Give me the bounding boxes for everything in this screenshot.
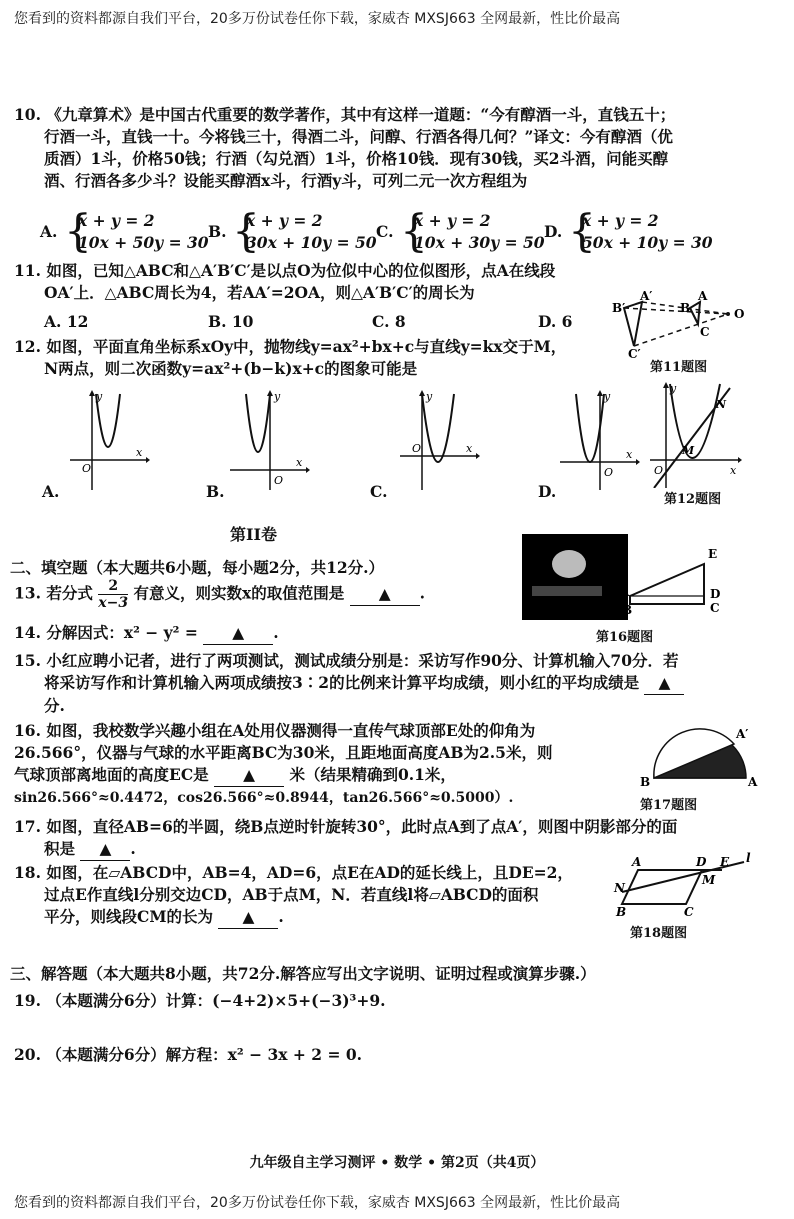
point-label: N bbox=[716, 398, 727, 411]
question-18 bbox=[14, 862, 573, 929]
option-c[interactable]: C. 8 bbox=[372, 312, 406, 331]
label: l bbox=[746, 852, 751, 865]
part-title: 第II卷 bbox=[230, 525, 277, 544]
question-10-line: 行酒一斗，直钱一十。今将钱三十，得酒二斗，问醇、行酒各得几何？”译文：今有醇酒（优 bbox=[44, 127, 673, 146]
question-10 bbox=[14, 104, 675, 192]
question-16-line: 气球顶部离地面的高度EC是 bbox=[14, 765, 209, 784]
label: D bbox=[710, 587, 721, 601]
question-16-line: sin26.566°≈0.4472，cos26.566°≈0.8944，tan26.566°≈0.5000）. bbox=[14, 790, 514, 806]
question-12-line: N两点，则二次函数y=ax²+(b−k)x+c的图象可能是 bbox=[44, 359, 418, 378]
question-16 bbox=[14, 720, 552, 809]
label: A′ bbox=[640, 289, 653, 303]
fraction-numerator: 2 bbox=[98, 578, 128, 595]
label: B bbox=[622, 603, 633, 617]
figure-11-caption: 第11题图 bbox=[650, 360, 708, 375]
question-11 bbox=[14, 260, 555, 304]
question-15-line: 15. 小红应聘小记者，进行了两项测试，测试成绩分别是：采访写作90分、计算机输入70分．若 bbox=[14, 651, 679, 670]
option-label: D. bbox=[544, 222, 563, 241]
label: B bbox=[616, 905, 627, 918]
question-19: 19. （本题满分6分）计算：(−4+2)×5+(−3)³+9. bbox=[14, 991, 386, 1010]
graph-option-a[interactable] bbox=[70, 390, 150, 490]
axis-label: y bbox=[670, 382, 677, 395]
option-label: C. bbox=[376, 222, 394, 241]
label: B′ bbox=[612, 301, 626, 315]
label: C bbox=[700, 325, 710, 339]
point-label: M bbox=[682, 444, 695, 457]
label: C bbox=[684, 905, 694, 918]
axis-label: O bbox=[654, 464, 664, 477]
figure-12-caption: 第12题图 bbox=[664, 492, 722, 507]
watermark-bottom: 您看到的资料都源自我们平台，20多万份试卷任你下载，家威杏 MXSJ663 全网最新，性比价最高 bbox=[14, 1195, 621, 1211]
equation: 10x + 50y = 30 bbox=[78, 233, 209, 252]
figure-17-caption: 第17题图 bbox=[640, 798, 698, 813]
graph-option-b[interactable] bbox=[230, 390, 310, 490]
equation: x + y = 2 bbox=[78, 211, 155, 230]
equation: x + y = 2 bbox=[414, 211, 491, 230]
question-10-line: 10. 《九章算术》是中国古代重要的数学著作，其中有这样一道题：“今有醇酒一斗，直钱五十； bbox=[14, 105, 676, 124]
question-10-line: 质酒）1斗，价格50钱；行酒（勾兑酒）1斗，价格10钱．现有30钱，买2斗酒，问能买醇 bbox=[44, 149, 669, 168]
label: C′ bbox=[628, 347, 641, 358]
question-10-line: 酒、行酒各多少斗？设能买醇酒x斗，行酒y斗，可列二元一次方程组为 bbox=[44, 171, 528, 190]
figure-17 bbox=[640, 722, 760, 794]
question-13-text: 13. 若分式 bbox=[14, 583, 93, 603]
axis-label: x bbox=[626, 448, 633, 461]
equation: x + y = 2 bbox=[246, 211, 323, 230]
section-3-title: 三、解答题（本大题共8小题，共72分.解答应写出文字说明、证明过程或演算步骤.） bbox=[10, 964, 596, 983]
figure-12 bbox=[650, 382, 742, 488]
question-12-line: 12. 如图，平面直角坐标系xOy中，抛物线y=ax²+bx+c与直线y=kx交于M， bbox=[14, 337, 567, 356]
answer-blank[interactable]: ▲ bbox=[214, 764, 284, 787]
label: O bbox=[734, 307, 745, 321]
punctuation: . bbox=[278, 907, 284, 926]
question-13-text: 有意义，则实数x的取值范围是 bbox=[133, 583, 345, 603]
equation: 50x + 10y = 30 bbox=[582, 233, 713, 252]
question-11-line: 11. 如图，已知△ABC和△A′B′C′是以点O为位似中心的位似图形，点A在线段 bbox=[14, 261, 556, 280]
answer-blank[interactable]: ▲ bbox=[218, 906, 278, 929]
balloon-photo bbox=[522, 534, 628, 620]
question-18-line: 过点E作直线l分别交边CD，AB于点M，N．若直线l将▱ABCD的面积 bbox=[44, 885, 539, 904]
question-15-line: 将采访写作和计算机输入两项成绩按3∶2的比例来计算平均成绩，则小红的平均成绩是 bbox=[44, 673, 640, 692]
question-12 bbox=[14, 336, 566, 380]
question-16-unit: 米（结果精确到0.1米， bbox=[289, 765, 456, 784]
axis-label: x bbox=[730, 464, 737, 477]
axis-label: x bbox=[136, 446, 143, 459]
label: D bbox=[696, 855, 707, 869]
question-15-end: 分. bbox=[44, 696, 65, 715]
question-13 bbox=[14, 578, 425, 611]
axis-label: y bbox=[96, 390, 103, 403]
figure-18 bbox=[612, 852, 752, 918]
option-d[interactable]: D. 6 bbox=[538, 312, 573, 331]
label: A bbox=[698, 289, 708, 303]
label: A bbox=[620, 585, 630, 599]
axis-label: x bbox=[466, 442, 473, 455]
question-15 bbox=[14, 650, 684, 717]
figure-16 bbox=[618, 548, 724, 622]
axis-label: y bbox=[274, 390, 281, 403]
fraction bbox=[98, 578, 128, 611]
question-18-line: 平分，则线段CM的长为 bbox=[44, 907, 213, 926]
figure-16-caption: 第16题图 bbox=[596, 630, 654, 645]
axis-label: O bbox=[412, 442, 422, 455]
punctuation: . bbox=[273, 623, 279, 642]
question-16-line: 26.566°，仪器与气球的水平距离BC为30米，且距地面高度AB为2.5米，则 bbox=[14, 743, 553, 762]
label: A bbox=[748, 775, 758, 789]
answer-blank[interactable]: ▲ bbox=[644, 672, 684, 695]
figure-18-caption: 第18题图 bbox=[630, 926, 688, 941]
label: A′ bbox=[736, 727, 749, 741]
option-b[interactable]: B. 10 bbox=[208, 312, 254, 331]
question-16-line: 16. 如图，我校数学兴趣小组在A处用仪器测得一直传气球顶部E处的仰角为 bbox=[14, 721, 536, 740]
equation: 30x + 10y = 50 bbox=[246, 233, 377, 252]
label: N bbox=[614, 881, 625, 895]
label: E bbox=[720, 855, 730, 869]
option-a[interactable]: A. 12 bbox=[44, 312, 89, 331]
label: C bbox=[710, 601, 720, 615]
option-d[interactable]: D. bbox=[538, 482, 557, 501]
watermark-top: 您看到的资料都源自我们平台，20多万份试卷任你下载，家威杏 MXSJ663 全网最新，性比价最高 bbox=[14, 11, 621, 27]
page-footer: 九年级自主学习测评 • 数学 • 第2页（共4页） bbox=[249, 1155, 545, 1171]
axis-label: x bbox=[296, 456, 303, 469]
label: A bbox=[632, 855, 642, 869]
option-a[interactable]: A. bbox=[42, 482, 60, 501]
option-b[interactable]: B. bbox=[206, 482, 225, 501]
question-18-line: 18. 如图，在▱ABCD中，AB=4，AD=6，点E在AD的延长线上，且DE=2， bbox=[14, 863, 573, 882]
graph-option-c[interactable] bbox=[400, 390, 480, 490]
option-label: B. bbox=[208, 222, 227, 241]
axis-label: O bbox=[604, 466, 614, 479]
question-17-line: 17. 如图，直径AB=6的半圆，绕B点逆时针旋转30°，此时点A到了点A′，则图中阴影部分的面 bbox=[14, 817, 678, 836]
option-label: A. bbox=[40, 222, 58, 241]
axis-label: O bbox=[82, 462, 92, 475]
equation: 10x + 30y = 50 bbox=[414, 233, 545, 252]
section-2-title: 二、填空题（本大题共6小题，每小题2分，共12分.） bbox=[10, 558, 385, 577]
answer-blank[interactable]: ▲ bbox=[350, 583, 420, 606]
question-17-line: 积是 bbox=[44, 839, 76, 858]
answer-blank[interactable]: ▲ bbox=[80, 838, 130, 861]
equation: x + y = 2 bbox=[582, 211, 659, 230]
axis-label: y bbox=[604, 390, 611, 403]
option-c[interactable]: C. bbox=[370, 482, 388, 501]
fraction-denominator: x−3 bbox=[98, 595, 129, 611]
question-14 bbox=[14, 622, 279, 645]
graph-option-d[interactable] bbox=[560, 390, 640, 490]
axis-label: O bbox=[274, 474, 284, 487]
axis-label: y bbox=[426, 390, 433, 403]
question-14-text: 14. 分解因式：x² − y² = bbox=[14, 623, 198, 642]
question-17 bbox=[14, 816, 677, 861]
figure-11 bbox=[610, 288, 760, 358]
label: B bbox=[640, 775, 651, 789]
question-20: 20. （本题满分6分）解方程：x² − 3x + 2 = 0. bbox=[14, 1045, 363, 1064]
label: B bbox=[680, 301, 691, 315]
label: M bbox=[702, 873, 716, 887]
punctuation: . bbox=[419, 583, 426, 603]
question-11-line: OA′上．△ABC周长为4，若AA′=2OA，则△A′B′C′的周长为 bbox=[44, 283, 475, 302]
answer-blank[interactable]: ▲ bbox=[203, 622, 273, 645]
label: E bbox=[708, 548, 718, 561]
punctuation: . bbox=[130, 839, 136, 858]
